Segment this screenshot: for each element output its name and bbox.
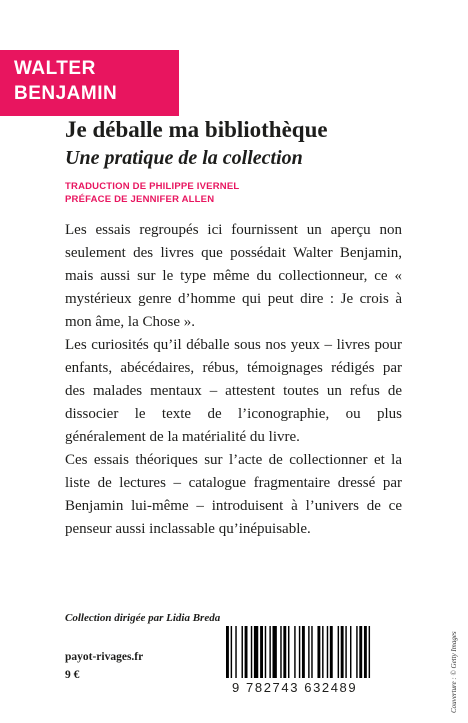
photo-credit: Couverture : © Getty Images xyxy=(450,631,458,713)
barcode-bar xyxy=(308,626,309,678)
barcode-bar xyxy=(359,626,362,678)
barcode-bar xyxy=(283,626,286,678)
book-subtitle: Une pratique de la collection xyxy=(65,147,303,169)
translation-credit: TRADUCTION DE PHILIPPE IVERNEL xyxy=(65,181,240,192)
barcode-bar xyxy=(242,626,243,678)
barcode-bar xyxy=(269,626,270,678)
barcode-bar xyxy=(299,626,300,678)
publisher-website: payot-rivages.fr xyxy=(65,651,144,663)
barcode-bar xyxy=(231,626,232,678)
barcode-bar xyxy=(260,626,263,678)
author-first-name: WALTER xyxy=(14,58,96,79)
barcode-bar xyxy=(350,626,351,678)
barcode-bar xyxy=(226,626,229,678)
barcode-bar xyxy=(235,626,236,678)
barcode-bar xyxy=(369,626,370,678)
barcode-bar xyxy=(254,626,258,678)
blurb-paragraph: Ces essais théoriques sur l’acte de collectionner et la liste de lectures – catalogue fragmentaire dressé par Benjamin lui-même – introduisent à l’univers de ce penseur aussi inclassable qu’inépuisable. xyxy=(65,452,402,537)
barcode xyxy=(226,626,430,678)
author-last-name: BENJAMIN xyxy=(14,83,118,104)
preface-credit: PRÉFACE DE JENNIFER ALLEN xyxy=(65,194,215,205)
blurb-paragraph: Les curiosités qu’il déballe sous nos yeux – livres pour enfants, abécédaires, rébus, témoignages rédigés par des malades mentaux – attestent toutes un refus de dissocier le texte de l’iconographie, ou plus généralement de la matérialité du livre. xyxy=(65,337,402,445)
barcode-bar xyxy=(330,626,333,678)
barcode-bar xyxy=(302,626,305,678)
barcode-bar xyxy=(341,626,344,678)
barcode-bar xyxy=(251,626,252,678)
barcode-bar xyxy=(294,626,295,678)
book-title: Je déballe ma bibliothèque xyxy=(65,117,328,142)
barcode-bar xyxy=(273,626,277,678)
barcode-bar xyxy=(311,626,312,678)
price: 9 € xyxy=(65,669,80,681)
collection-note: Collection dirigée par Lidia Breda xyxy=(65,612,221,624)
blurb xyxy=(65,219,402,541)
barcode-bar xyxy=(288,626,289,678)
barcode-bar xyxy=(338,626,339,678)
blurb-paragraph: Les essais regroupés ici fournissent un aperçu non seulement des livres que possédait Walter Benjamin, mais aussi sur le type même du collectionneur, ce « mystérieux genre d’homme qui peut dire : Je crois à mon âme, la Chose ». xyxy=(65,222,402,330)
barcode-bar xyxy=(345,626,346,678)
barcode-bar xyxy=(322,626,323,678)
barcode-bar xyxy=(245,626,248,678)
barcode-bar xyxy=(317,626,320,678)
author-block xyxy=(0,50,179,116)
isbn-number: 9 782743 632489 xyxy=(232,680,358,695)
barcode-bar xyxy=(327,626,328,678)
barcode-bar xyxy=(265,626,266,678)
barcode-bar xyxy=(356,626,357,678)
barcode-bar xyxy=(280,626,281,678)
barcode-bar xyxy=(364,626,367,678)
